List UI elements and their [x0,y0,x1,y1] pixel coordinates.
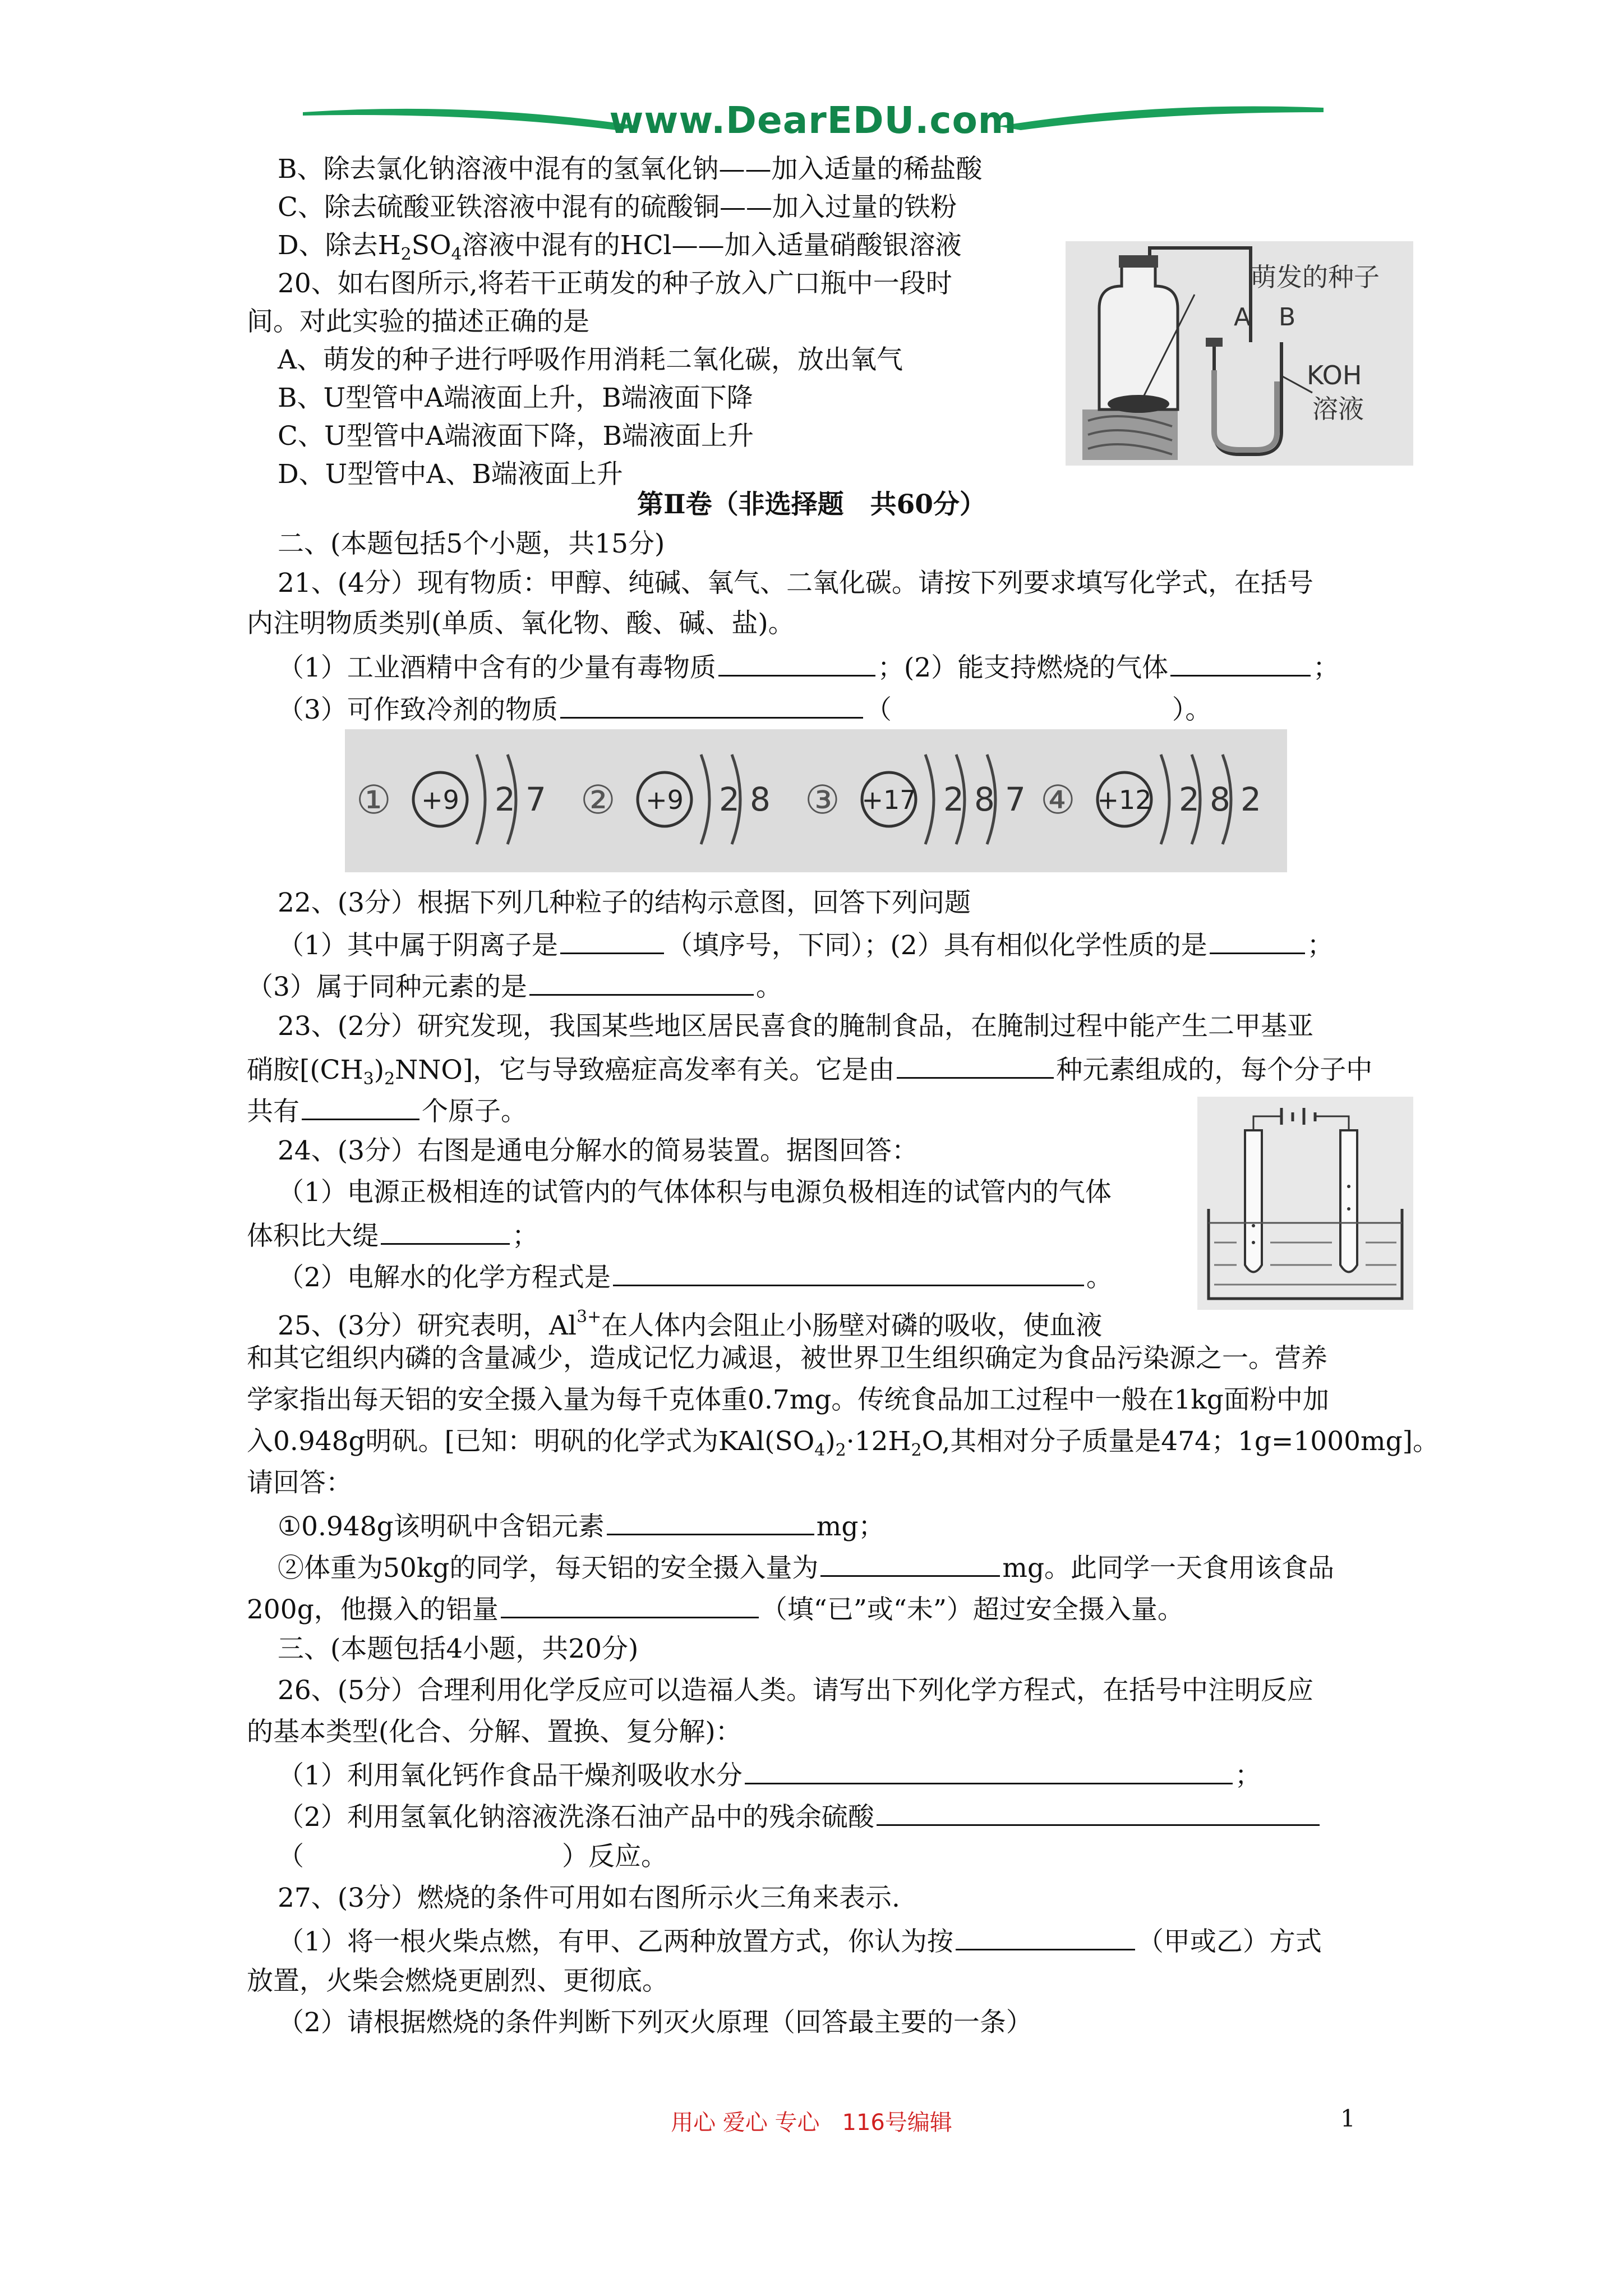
svg-text:A: A [1234,303,1251,332]
electron-count: 2 [719,780,740,818]
q20-stem-2: 间。对此实验的描述正确的是 [247,306,589,337]
seeds-apparatus-figure [1066,241,1413,466]
electrolysis-figure [1197,1097,1413,1310]
svg-text:溶液: 溶液 [1312,394,1364,424]
q25-blank-3[interactable] [501,1591,759,1618]
q24-item-1-cont: 体积比大缇 ； [247,1217,538,1253]
q23-stem-2: 硝胺$[(CH_3)_2NNO]$，它与导致癌症高发率有关。它是由 种元素组成的，每个分子中 [247,1051,1372,1096]
electron-count: 7 [1005,780,1026,818]
atom-diagram-1 [356,754,546,844]
q26-item-2-type: （ ）反应。 [278,1841,667,1872]
q20-option-b: B、U型管中A端液面上升，B端液面下降 [278,383,753,413]
atom-diagram-3 [805,754,1026,844]
q25-stem-2: 和其它组织内磷的含量减少，造成记忆力减退，被世界卫生组织确定为食品污染源之一。营养 [247,1343,1327,1374]
electron-shell-arc [925,754,934,844]
q19-option-c: C、除去硫酸亚铁溶液中混有的硫酸铜——加入过量的铁粉 [278,192,957,223]
nucleus-charge: +9 [645,785,684,815]
q27-item-1-cont: 放置，火柴会燃烧更剧烈、更彻底。 [247,1966,668,1996]
q26-blank-1[interactable] [745,1757,1233,1784]
q22-item-1: （1）其中属于阴离子是 （填序号，下同）；(2）具有相似化学性质的是 ； [278,927,1334,963]
q25-stem-1: 25、(3分）研究表明，$Al^{3+}$在人体内会阻止小肠壁对磷的吸收，使血液 [278,1307,1103,1341]
q26-stem-2: 的基本类型(化合、分解、置换、复分解)： [247,1717,742,1747]
q23-blank-2[interactable] [302,1093,419,1120]
electron-shell-arc [1161,754,1169,844]
q20-option-a: A、萌发的种子进行呼吸作用消耗二氧化碳，放出氧气 [278,344,903,375]
q23-stem-3: 共有 个原子。 [247,1093,527,1129]
seeds-apparatus-drawing [1066,241,1413,466]
q25-stem-4: 入0.948g明矾。[已知：明矾的化学式为$KAl(SO_4)_2\cdot 12H_2O$,其相对分子质量是474；1g=1000mg]。 [247,1426,1439,1460]
nucleus-charge: +17 [861,785,916,815]
q25-stem-3: 学家指出每天铝的安全摄入量为每千克体重0.7mg。传统食品加工过程中一般在1kg面粉中加 [247,1384,1329,1415]
q22-blank-1[interactable] [560,927,664,954]
atom-diagram-4 [1040,754,1261,844]
nucleus-charge: +12 [1097,785,1152,815]
q24-stem: 24、(3分）右图是通电分解水的简易装置。据图回答： [278,1135,919,1166]
q19-option-d: D、除去$H_2SO_4$溶液中混有的HCl——加入适量硝酸银溶液 [278,230,962,264]
electron-count: 8 [1210,780,1230,818]
q19-option-b: B、除去氯化钠溶液中混有的氢氧化钠——加入适量的稀盐酸 [278,154,983,185]
q24-blank-1[interactable] [381,1217,510,1245]
electrolysis-drawing [1197,1097,1413,1310]
q23-stem-1: 23、(2分）研究发现，我国某些地区居民喜食的腌制食品，在腌制过程中能产生二甲基亚 [278,1011,1314,1042]
q24-blank-2[interactable] [613,1259,1084,1286]
part-3-heading: 三、(本题包括4小题，共20分) [278,1634,639,1664]
q21-item-1: （1）工业酒精中含有的少量有毒物质 ；(2）能支持燃烧的气体 ； [278,649,1339,685]
q20-option-c: C、U型管中A端液面下降，B端液面上升 [278,421,754,452]
electron-count: 2 [1179,780,1200,818]
q22-item-3: （3）属于同种元素的是 。 [247,968,782,1004]
electron-count: 2 [1241,780,1261,818]
q22-stem: 22、(3分）根据下列几种粒子的结构示意图，回答下列问题 [278,887,971,918]
q22-blank-3[interactable] [529,968,754,996]
electron-shell-arc [701,754,709,844]
q25-blank-2[interactable] [820,1549,1000,1577]
q26-blank-2[interactable] [877,1798,1320,1826]
atom-structure-drawing [345,729,1287,872]
q21-stem-1: 21、(4分）现有物质：甲醇、纯碱、氧气、二氧化碳。请按下列要求填写化学式，在括号 [278,568,1314,599]
electron-count: 2 [943,780,964,818]
atom-index: ② [580,777,616,823]
atom-index: ③ [805,777,840,823]
site-header [303,95,1324,146]
q27-stem: 27、(3分）燃烧的条件可用如右图所示火三角来表示. [278,1883,900,1913]
q24-item-1: （1）电源正极相连的试管内的气体体积与电源负极相连的试管内的气体 [278,1177,1112,1208]
part-2-heading: 二、(本题包括5个小题，共15分) [278,528,665,559]
atom-diagram-2 [580,754,771,844]
q21-blank-3[interactable] [560,691,863,719]
electron-count: 8 [750,780,771,818]
page-number: 1 [1340,2105,1355,2132]
section-2-title: 第Ⅱ卷（非选择题 共60分） [637,489,986,520]
electron-count: 2 [495,780,515,818]
atom-index: ④ [1040,777,1076,823]
atom-structure-figure [345,729,1287,872]
electron-count: 7 [525,780,546,818]
q25-blank-1[interactable] [607,1508,814,1535]
nucleus-charge: +9 [421,785,459,815]
q25-item-3: 200g，他摄入的铝量 （填“已”或“未”）超过安全摄入量。 [247,1591,1184,1627]
q25-stem-5: 请回答： [247,1467,352,1498]
q25-item-2: ②体重为50kg的同学，每天铝的安全摄入量为 mg。此同学一天食用该食品 [278,1549,1334,1585]
q21-item-3: （3）可作致冷剂的物质 （ ）。 [278,691,1211,727]
q24-item-2: （2）电解水的化学方程式是 。 [278,1259,1113,1295]
electron-shell-arc [477,754,485,844]
q27-item-2: （2）请根据燃烧的条件判断下列灭火原理（回答最主要的一条） [278,2007,1032,2038]
q26-stem-1: 26、(5分）合理利用化学反应可以造福人类。请写出下列化学方程式，在括号中注明反应 [278,1675,1314,1706]
q27-blank-1[interactable] [956,1923,1135,1950]
q20-option-d: D、U型管中A、B端液面上升 [278,459,623,490]
atom-index: ① [356,777,391,823]
svg-text:萌发的种子: 萌发的种子 [1251,262,1380,292]
site-url[interactable]: www.DearEDU.com [609,99,1017,142]
q21-blank-2[interactable] [1170,649,1311,677]
svg-text:KOH: KOH [1307,360,1362,390]
q27-item-1: （1）将一根火柴点燃，有甲、乙两种放置方式，你认为按 （甲或乙）方式 [278,1923,1322,1959]
svg-text:B: B [1279,303,1296,332]
q26-item-1: （1）利用氧化钙作食品干燥剂吸收水分 ； [278,1757,1261,1793]
q22-blank-2[interactable] [1210,927,1305,954]
q20-stem-1: 20、如右图所示,将若干正萌发的种子放入广口瓶中一段时 [278,268,952,299]
q26-item-2: （2）利用氢氧化钠溶液洗涤石油产品中的残余硫酸 [278,1798,1322,1834]
electron-count: 8 [974,780,995,818]
page-footer: 用心 爱心 专心 116号编辑 [671,2110,952,2136]
q21-blank-1[interactable] [718,649,875,677]
q21-stem-2: 内注明物质类别(单质、氧化物、酸、碱、盐)。 [247,608,795,639]
q23-blank-1[interactable] [897,1051,1054,1079]
q25-item-1: ①0.948g该明矾中含铝元素 mg； [278,1508,884,1544]
